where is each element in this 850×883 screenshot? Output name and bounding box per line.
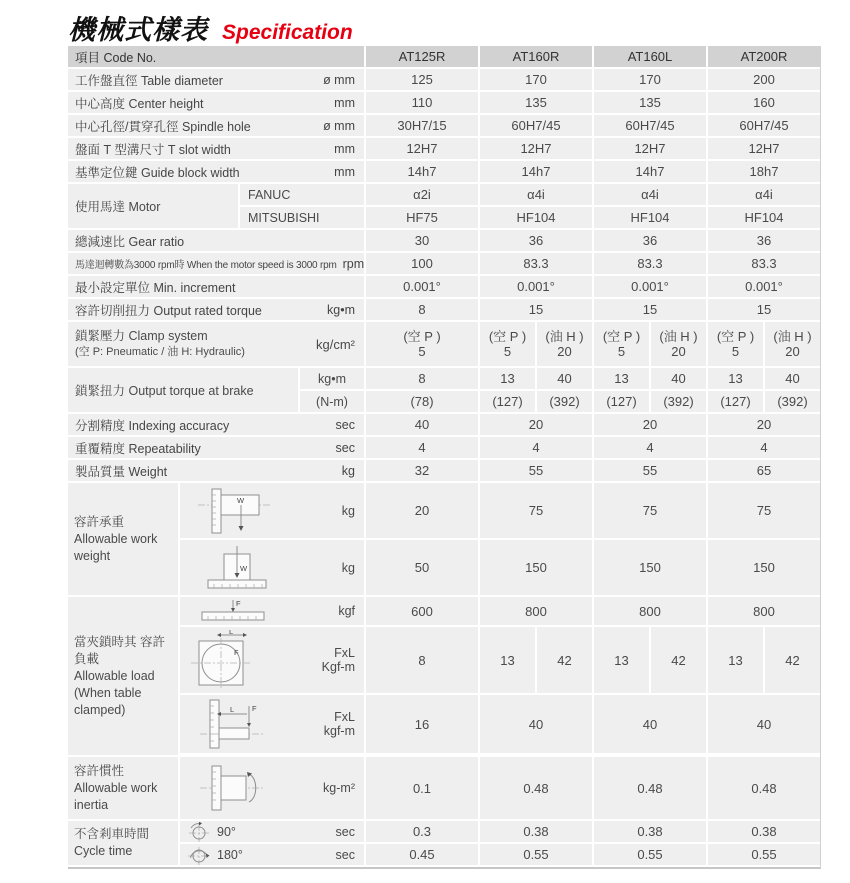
value-cell: 13	[594, 368, 649, 389]
clamp-sublabel: (空 P: Pneumatic / 油 H: Hydraulic)	[75, 346, 245, 358]
value-cell: 100	[366, 253, 478, 274]
value-cell: 16	[366, 695, 478, 753]
value-cell: 4	[480, 437, 592, 458]
value-cell: 60H7/45	[480, 115, 592, 136]
row-motor-mitsubishi	[240, 207, 820, 228]
value-cell: 125	[366, 69, 478, 90]
svg-text:L: L	[229, 630, 234, 636]
value-cell: 0.48	[480, 757, 592, 819]
row-table-diameter: 工作盤直徑 Table diameter ø mm 125 170 170 200	[68, 69, 820, 90]
value-cell: (空 P ) 5	[594, 322, 649, 366]
header-row	[68, 46, 820, 67]
value-cell: (392)	[765, 391, 820, 412]
clamp-label: 鎖緊壓力 Clamp system	[75, 329, 208, 343]
brand-fanuc: FANUC	[240, 184, 364, 205]
motor-label: 使用馬達 Motor	[68, 184, 238, 228]
row-work-weight-vertical	[180, 483, 820, 538]
row-cycle-180	[180, 844, 820, 865]
value-cell: 600	[366, 597, 478, 625]
header-model-at160r: AT160R	[480, 46, 592, 67]
value-cell: 0.001°	[366, 276, 478, 297]
value-cell: 36	[594, 230, 706, 251]
clamp-unit: kg/cm²	[316, 336, 355, 352]
value-cell: 13	[594, 627, 649, 693]
value-cell: 0.38	[708, 821, 820, 842]
value-cell: (空 P ) 5	[708, 322, 763, 366]
value-cell: (127)	[708, 391, 763, 412]
value-cell: 13	[708, 368, 763, 389]
value-cell: 83.3	[708, 253, 820, 274]
table-top-view-torque-icon	[188, 630, 300, 690]
value-cell: 12H7	[708, 138, 820, 159]
header-model-at200r: AT200R	[708, 46, 820, 67]
value-cell: 40	[480, 695, 592, 753]
value-cell: 150	[594, 540, 706, 595]
vertical-table-weight-icon	[188, 487, 300, 535]
load-unit-kgf: kgf	[338, 604, 355, 618]
value-cell: HF75	[366, 207, 478, 228]
row-cycle-90	[180, 821, 820, 842]
row-work-weight-horizontal	[180, 540, 820, 595]
row-guide-block-width: 基準定位鍵 Guide block width mm 14h7 14h7 14h7 18h7	[68, 161, 820, 182]
rotation-180-icon	[188, 845, 210, 865]
value-cell: 0.48	[594, 757, 706, 819]
value-cell: (油 H ) 20	[765, 322, 820, 366]
value-cell: 0.55	[480, 844, 592, 865]
value-cell: α2i	[366, 184, 478, 205]
value-cell: HF104	[594, 207, 706, 228]
value-cell: 0.48	[708, 757, 820, 819]
cycle-label-zh: 不含剎車時間	[74, 827, 150, 841]
work-weight-unit: kg	[341, 503, 355, 518]
spec-table	[68, 46, 821, 869]
value-cell: 150	[480, 540, 592, 595]
value-cell: 83.3	[594, 253, 706, 274]
row-weight: 製品質量 Weight kg 32 55 55 65	[68, 460, 820, 481]
row-indexing-accuracy: 分割精度 Indexing accuracy sec 40 20 20 20	[68, 414, 820, 435]
value-cell: 40	[366, 414, 478, 435]
value-cell: 0.001°	[594, 276, 706, 297]
value-cell: 800	[594, 597, 706, 625]
value-cell: 20	[594, 414, 706, 435]
value-cell: (78)	[366, 391, 478, 412]
inertia-label-en: Allowable work inertia	[74, 780, 158, 812]
value-cell: 8	[366, 368, 478, 389]
rotation-90-icon	[188, 822, 210, 842]
brake-unit-kgm: kg•m	[300, 368, 364, 389]
value-cell: 20	[480, 414, 592, 435]
value-cell: 0.3	[366, 821, 478, 842]
row-min-increment: 最小設定單位 Min. increment 0.001° 0.001° 0.001° 0.001°	[68, 276, 820, 297]
value-cell: 135	[594, 92, 706, 113]
horizontal-table-weight-icon	[188, 544, 300, 592]
row-spindle-hole: 中心孔徑/貫穿孔徑 Spindle hole ø mm 30H7/15 60H7/45 60H7/45 60H7/45	[68, 115, 820, 136]
header-model-at125r: AT125R	[366, 46, 478, 67]
value-cell: 42	[765, 627, 820, 693]
svg-text:L: L	[230, 705, 235, 714]
value-cell: 12H7	[480, 138, 592, 159]
row-load-radial-side	[180, 695, 820, 753]
value-cell: 36	[480, 230, 592, 251]
page-title	[68, 8, 353, 47]
value-cell: 12H7	[366, 138, 478, 159]
row-gear-ratio: 總減速比 Gear ratio 30 36 36 36	[68, 230, 820, 251]
row-brake-nm	[300, 391, 820, 412]
value-cell: 13	[480, 627, 535, 693]
value-cell: 32	[366, 460, 478, 481]
row-t-slot-width: 盤面 T 型溝尺寸 T slot width mm 12H7 12H7 12H7 12H7	[68, 138, 820, 159]
title-chinese: 機械式樣表	[68, 15, 208, 45]
axial-force-icon	[188, 598, 300, 624]
value-cell: 4	[366, 437, 478, 458]
header-code-no: 項目 Code No.	[68, 46, 364, 67]
row-inertia	[68, 757, 820, 819]
value-cell: 14h7	[594, 161, 706, 182]
value-cell: 13	[708, 627, 763, 693]
value-cell: (空 P ) 5	[366, 322, 478, 366]
work-inertia-icon	[188, 761, 300, 815]
section-motor	[68, 184, 820, 228]
row-repeatability: 重覆精度 Repeatability sec 4 4 4 4	[68, 437, 820, 458]
value-cell: HF104	[480, 207, 592, 228]
value-cell: 15	[480, 299, 592, 320]
value-cell: 20	[708, 414, 820, 435]
value-cell: α4i	[708, 184, 820, 205]
value-cell: 30	[366, 230, 478, 251]
row-center-height: 中心高度 Center height mm 110 135 135 160	[68, 92, 820, 113]
value-cell: (392)	[537, 391, 592, 412]
value-cell: 42	[537, 627, 592, 693]
value-cell: 20	[366, 483, 478, 538]
value-cell: (127)	[594, 391, 649, 412]
row-load-radial-top	[180, 627, 820, 693]
value-cell: (油 H ) 20	[537, 322, 592, 366]
allowable-load-label-en: Allowable load (When table clamped)	[74, 668, 155, 717]
value-cell: 160	[708, 92, 820, 113]
row-clamp-system	[68, 322, 820, 366]
row-load-axial	[180, 597, 820, 625]
value-cell: 150	[708, 540, 820, 595]
value-cell: 800	[480, 597, 592, 625]
value-cell: (392)	[651, 391, 706, 412]
header-model-at160l: AT160L	[594, 46, 706, 67]
cycle-angle: 180°	[217, 847, 243, 862]
work-weight-label-en: Allowable work weight	[74, 531, 158, 563]
value-cell: 200	[708, 69, 820, 90]
value-cell: α4i	[594, 184, 706, 205]
value-cell: 40	[594, 695, 706, 753]
value-cell: (空 P ) 5	[480, 322, 535, 366]
value-cell: 4	[594, 437, 706, 458]
inertia-label-zh: 容許慣性	[74, 763, 125, 778]
value-cell: 170	[594, 69, 706, 90]
value-cell: 13	[480, 368, 535, 389]
value-cell: 8	[366, 299, 478, 320]
svg-text:F: F	[236, 599, 241, 608]
svg-text:F: F	[252, 704, 257, 713]
value-cell: 30H7/15	[366, 115, 478, 136]
value-cell: 110	[366, 92, 478, 113]
load-unit-fxl: FxL Kgf-m	[321, 646, 355, 674]
value-cell: 55	[594, 460, 706, 481]
value-cell: 60H7/45	[708, 115, 820, 136]
value-cell: 15	[594, 299, 706, 320]
value-cell: 14h7	[366, 161, 478, 182]
value-cell: 40	[708, 695, 820, 753]
value-cell: 0.001°	[480, 276, 592, 297]
value-cell: 15	[708, 299, 820, 320]
work-weight-unit: kg	[341, 560, 355, 575]
row-motor-fanuc	[240, 184, 820, 205]
value-cell: 800	[708, 597, 820, 625]
value-cell: 40	[651, 368, 706, 389]
value-cell: 8	[366, 627, 478, 693]
cycle-unit: sec	[335, 847, 355, 862]
value-cell: 0.45	[366, 844, 478, 865]
title-english: Specification	[222, 21, 353, 44]
value-cell: 40	[537, 368, 592, 389]
value-cell: 0.38	[594, 821, 706, 842]
cycle-unit: sec	[335, 824, 355, 839]
load-unit-fxl: FxL kgf-m	[323, 710, 355, 738]
value-cell: 75	[594, 483, 706, 538]
value-cell: 50	[366, 540, 478, 595]
value-cell: 0.55	[708, 844, 820, 865]
cycle-label-en: Cycle time	[74, 844, 133, 858]
section-brake-torque	[68, 368, 820, 412]
value-cell: 42	[651, 627, 706, 693]
section-work-weight	[68, 483, 820, 595]
brand-mitsubishi: MITSUBISHI	[240, 207, 364, 228]
value-cell: (油 H ) 20	[651, 322, 706, 366]
value-cell: 4	[708, 437, 820, 458]
value-cell: 0.1	[366, 757, 478, 819]
section-cycle-time	[68, 821, 820, 865]
value-cell: 65	[708, 460, 820, 481]
value-cell: 135	[480, 92, 592, 113]
row-motor-speed: 馬達迴轉數為3000 rpm時 When the motor speed is 3000 rpm rpm 100 83.3 83.3 83.3	[68, 253, 820, 274]
value-cell: 40	[765, 368, 820, 389]
value-cell: α4i	[480, 184, 592, 205]
svg-text:W: W	[240, 563, 248, 573]
inertia-unit: kg-m²	[323, 781, 355, 795]
section-allowable-load	[68, 597, 820, 755]
value-cell: 60H7/45	[594, 115, 706, 136]
table-side-view-torque-icon	[188, 698, 300, 750]
cycle-angle: 90°	[217, 824, 236, 839]
brake-unit-nm: (N-m)	[300, 391, 364, 412]
value-cell: 0.001°	[708, 276, 820, 297]
value-cell: 12H7	[594, 138, 706, 159]
work-weight-label-zh: 容許承重	[74, 514, 125, 529]
brake-label: 鎖緊扭力 Output torque at brake	[68, 368, 298, 412]
value-cell: 170	[480, 69, 592, 90]
value-cell: 0.55	[594, 844, 706, 865]
value-cell: 36	[708, 230, 820, 251]
value-cell: 83.3	[480, 253, 592, 274]
value-cell: (127)	[480, 391, 535, 412]
value-cell: HF104	[708, 207, 820, 228]
row-rated-torque: 容許切削扭力 Output rated torque kg•m 8 15 15 15	[68, 299, 820, 320]
row-brake-kgm	[300, 368, 820, 389]
allowable-load-label-zh: 當夾鎖時其 容許負載	[74, 634, 165, 666]
value-cell: 14h7	[480, 161, 592, 182]
value-cell: 75	[480, 483, 592, 538]
value-cell: 18h7	[708, 161, 820, 182]
value-cell: 75	[708, 483, 820, 538]
svg-text:W: W	[237, 495, 245, 505]
svg-text:F: F	[234, 648, 239, 657]
value-cell: 0.38	[480, 821, 592, 842]
value-cell: 55	[480, 460, 592, 481]
